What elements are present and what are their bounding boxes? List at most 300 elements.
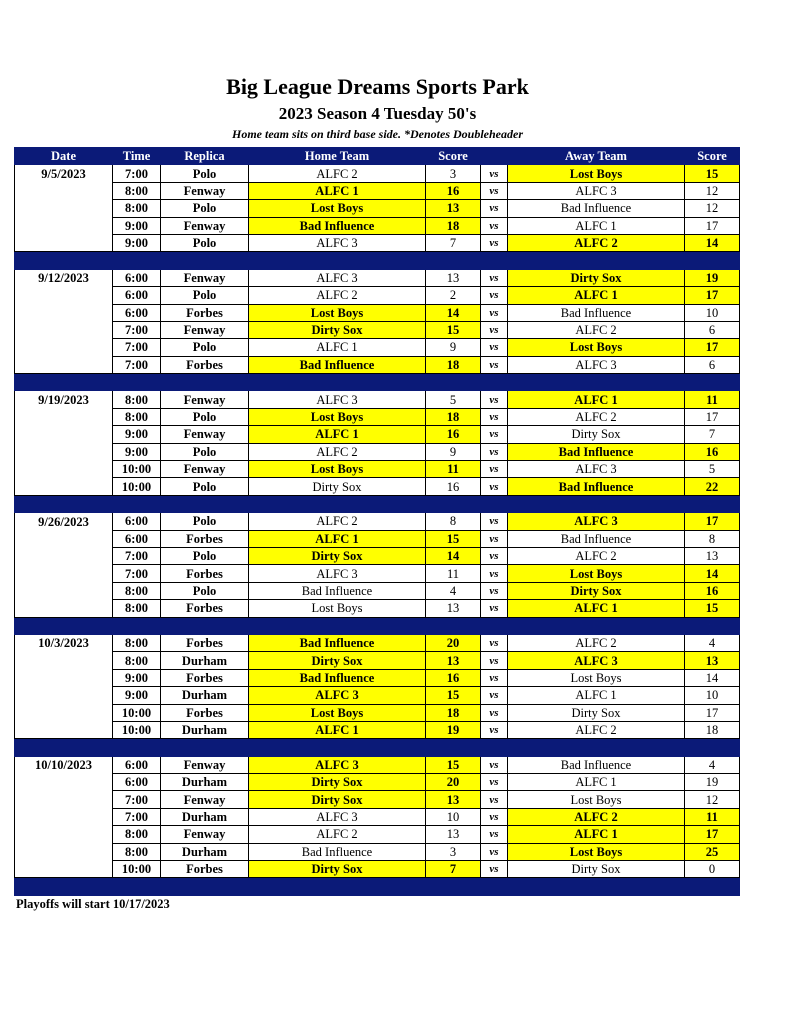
away-score-cell: 11 bbox=[685, 391, 740, 408]
separator-cell bbox=[161, 252, 249, 269]
replica-field-cell: Durham bbox=[161, 652, 249, 669]
home-score-cell: 13 bbox=[426, 200, 481, 217]
separator-cell bbox=[508, 739, 685, 756]
date-cell bbox=[15, 826, 113, 843]
time-cell: 6:00 bbox=[113, 774, 161, 791]
separator-cell bbox=[15, 739, 113, 756]
home-team-cell: ALFC 2 bbox=[249, 443, 426, 460]
vs-cell: vs bbox=[481, 791, 508, 808]
table-row bbox=[15, 687, 740, 704]
separator-cell bbox=[426, 495, 481, 512]
away-team-cell: ALFC 1 bbox=[508, 774, 685, 791]
header-replica: Replica bbox=[161, 148, 249, 165]
home-team-cell: Bad Influence bbox=[249, 582, 426, 599]
date-cell bbox=[15, 356, 113, 373]
table-row bbox=[15, 634, 740, 651]
vs-cell: vs bbox=[481, 234, 508, 251]
time-cell: 8:00 bbox=[113, 652, 161, 669]
time-cell: 8:00 bbox=[113, 634, 161, 651]
away-team-cell: Bad Influence bbox=[508, 478, 685, 495]
away-score-cell: 16 bbox=[685, 443, 740, 460]
away-score-cell: 12 bbox=[685, 200, 740, 217]
home-score-cell: 9 bbox=[426, 443, 481, 460]
home-team-cell: Lost Boys bbox=[249, 304, 426, 321]
header-away-team: Away Team bbox=[508, 148, 685, 165]
vs-cell: vs bbox=[481, 669, 508, 686]
home-team-cell: ALFC 1 bbox=[249, 339, 426, 356]
separator-cell bbox=[113, 739, 161, 756]
separator-cell bbox=[508, 617, 685, 634]
home-team-cell: ALFC 2 bbox=[249, 287, 426, 304]
time-cell: 8:00 bbox=[113, 408, 161, 425]
away-team-cell: Dirty Sox bbox=[508, 269, 685, 286]
away-team-cell: ALFC 3 bbox=[508, 182, 685, 199]
home-score-cell: 10 bbox=[426, 808, 481, 825]
replica-field-cell: Polo bbox=[161, 200, 249, 217]
away-score-cell: 17 bbox=[685, 513, 740, 530]
vs-cell: vs bbox=[481, 808, 508, 825]
header-time: Time bbox=[113, 148, 161, 165]
home-team-cell: Bad Influence bbox=[249, 356, 426, 373]
home-score-cell: 20 bbox=[426, 634, 481, 651]
date-cell bbox=[15, 339, 113, 356]
vs-cell: vs bbox=[481, 600, 508, 617]
home-score-cell: 13 bbox=[426, 652, 481, 669]
table-row bbox=[15, 478, 740, 495]
time-cell: 8:00 bbox=[113, 200, 161, 217]
header-home-score: Score bbox=[426, 148, 481, 165]
home-score-cell: 18 bbox=[426, 704, 481, 721]
time-cell: 8:00 bbox=[113, 600, 161, 617]
date-cell bbox=[15, 721, 113, 738]
away-score-cell: 19 bbox=[685, 269, 740, 286]
away-team-cell: Bad Influence bbox=[508, 530, 685, 547]
away-score-cell: 11 bbox=[685, 808, 740, 825]
away-score-cell: 17 bbox=[685, 339, 740, 356]
away-score-cell: 13 bbox=[685, 547, 740, 564]
home-team-cell: ALFC 2 bbox=[249, 826, 426, 843]
date-cell: 9/5/2023 bbox=[15, 165, 113, 182]
separator-cell bbox=[161, 374, 249, 391]
vs-cell: vs bbox=[481, 478, 508, 495]
time-cell: 8:00 bbox=[113, 843, 161, 860]
vs-cell: vs bbox=[481, 704, 508, 721]
away-score-cell: 18 bbox=[685, 721, 740, 738]
date-cell bbox=[15, 774, 113, 791]
away-score-cell: 8 bbox=[685, 530, 740, 547]
time-cell: 10:00 bbox=[113, 721, 161, 738]
separator-cell bbox=[15, 878, 113, 895]
home-team-cell: Bad Influence bbox=[249, 669, 426, 686]
replica-field-cell: Fenway bbox=[161, 182, 249, 199]
table-row bbox=[15, 547, 740, 564]
separator-cell bbox=[249, 739, 426, 756]
separator-cell bbox=[481, 495, 508, 512]
date-cell bbox=[15, 182, 113, 199]
away-score-cell: 6 bbox=[685, 356, 740, 373]
replica-field-cell: Fenway bbox=[161, 791, 249, 808]
date-cell bbox=[15, 652, 113, 669]
separator-cell bbox=[15, 617, 113, 634]
away-team-cell: Lost Boys bbox=[508, 843, 685, 860]
time-cell: 8:00 bbox=[113, 826, 161, 843]
table-row bbox=[15, 565, 740, 582]
vs-cell: vs bbox=[481, 687, 508, 704]
header-date: Date bbox=[15, 148, 113, 165]
separator-cell bbox=[249, 617, 426, 634]
away-score-cell: 17 bbox=[685, 704, 740, 721]
separator-cell bbox=[161, 878, 249, 895]
separator-cell bbox=[426, 878, 481, 895]
away-team-cell: Lost Boys bbox=[508, 565, 685, 582]
date-cell bbox=[15, 443, 113, 460]
away-score-cell: 17 bbox=[685, 217, 740, 234]
time-cell: 6:00 bbox=[113, 530, 161, 547]
date-cell: 9/19/2023 bbox=[15, 391, 113, 408]
table-row bbox=[15, 321, 740, 338]
table-row bbox=[15, 234, 740, 251]
week-separator-row bbox=[15, 878, 740, 895]
home-team-cell: Bad Influence bbox=[249, 634, 426, 651]
date-cell bbox=[15, 565, 113, 582]
date-cell: 10/10/2023 bbox=[15, 756, 113, 773]
separator-cell bbox=[249, 374, 426, 391]
away-team-cell: ALFC 2 bbox=[508, 408, 685, 425]
replica-field-cell: Fenway bbox=[161, 826, 249, 843]
home-score-cell: 5 bbox=[426, 391, 481, 408]
away-score-cell: 19 bbox=[685, 774, 740, 791]
replica-field-cell: Polo bbox=[161, 339, 249, 356]
vs-cell: vs bbox=[481, 426, 508, 443]
home-score-cell: 18 bbox=[426, 217, 481, 234]
home-team-cell: ALFC 3 bbox=[249, 565, 426, 582]
home-score-cell: 13 bbox=[426, 600, 481, 617]
away-team-cell: ALFC 2 bbox=[508, 634, 685, 651]
vs-cell: vs bbox=[481, 756, 508, 773]
time-cell: 9:00 bbox=[113, 687, 161, 704]
date-cell bbox=[15, 287, 113, 304]
date-cell bbox=[15, 669, 113, 686]
away-team-cell: ALFC 1 bbox=[508, 826, 685, 843]
replica-field-cell: Polo bbox=[161, 478, 249, 495]
home-team-cell: Lost Boys bbox=[249, 408, 426, 425]
home-score-cell: 2 bbox=[426, 287, 481, 304]
vs-cell: vs bbox=[481, 461, 508, 478]
table-row bbox=[15, 217, 740, 234]
table-header-row bbox=[15, 148, 740, 165]
away-score-cell: 4 bbox=[685, 634, 740, 651]
date-cell bbox=[15, 426, 113, 443]
away-team-cell: ALFC 3 bbox=[508, 652, 685, 669]
home-team-cell: Dirty Sox bbox=[249, 774, 426, 791]
away-team-cell: Bad Influence bbox=[508, 304, 685, 321]
away-team-cell: ALFC 1 bbox=[508, 391, 685, 408]
away-score-cell: 25 bbox=[685, 843, 740, 860]
replica-field-cell: Polo bbox=[161, 582, 249, 599]
table-row bbox=[15, 200, 740, 217]
away-score-cell: 15 bbox=[685, 165, 740, 182]
separator-cell bbox=[113, 374, 161, 391]
vs-cell: vs bbox=[481, 408, 508, 425]
home-score-cell: 16 bbox=[426, 478, 481, 495]
replica-field-cell: Polo bbox=[161, 287, 249, 304]
table-row bbox=[15, 721, 740, 738]
table-row bbox=[15, 426, 740, 443]
home-team-cell: Dirty Sox bbox=[249, 652, 426, 669]
separator-cell bbox=[15, 374, 113, 391]
replica-field-cell: Durham bbox=[161, 843, 249, 860]
separator-cell bbox=[15, 495, 113, 512]
home-team-cell: ALFC 3 bbox=[249, 687, 426, 704]
week-separator-row bbox=[15, 617, 740, 634]
replica-field-cell: Forbes bbox=[161, 669, 249, 686]
home-team-cell: Lost Boys bbox=[249, 704, 426, 721]
page-subtitle: 2023 Season 4 Tuesday 50's bbox=[278, 104, 477, 123]
time-cell: 7:00 bbox=[113, 165, 161, 182]
date-cell bbox=[15, 478, 113, 495]
table-row bbox=[15, 861, 740, 878]
separator-cell bbox=[113, 495, 161, 512]
date-cell bbox=[15, 861, 113, 878]
replica-field-cell: Forbes bbox=[161, 600, 249, 617]
vs-cell: vs bbox=[481, 513, 508, 530]
home-score-cell: 13 bbox=[426, 826, 481, 843]
replica-field-cell: Polo bbox=[161, 443, 249, 460]
table-row bbox=[15, 287, 740, 304]
replica-field-cell: Forbes bbox=[161, 565, 249, 582]
table-row bbox=[15, 443, 740, 460]
time-cell: 7:00 bbox=[113, 565, 161, 582]
week-separator-row bbox=[15, 495, 740, 512]
separator-cell bbox=[426, 374, 481, 391]
time-cell: 10:00 bbox=[113, 704, 161, 721]
home-score-cell: 15 bbox=[426, 687, 481, 704]
replica-field-cell: Durham bbox=[161, 774, 249, 791]
away-score-cell: 14 bbox=[685, 234, 740, 251]
home-team-cell: Dirty Sox bbox=[249, 547, 426, 564]
date-cell bbox=[15, 547, 113, 564]
vs-cell: vs bbox=[481, 652, 508, 669]
vs-cell: vs bbox=[481, 547, 508, 564]
home-team-cell: ALFC 3 bbox=[249, 391, 426, 408]
home-team-cell: ALFC 1 bbox=[249, 182, 426, 199]
header-home-team: Home Team bbox=[249, 148, 426, 165]
home-team-cell: Dirty Sox bbox=[249, 861, 426, 878]
away-score-cell: 14 bbox=[685, 565, 740, 582]
header-vs bbox=[481, 148, 508, 165]
away-team-cell: Lost Boys bbox=[508, 791, 685, 808]
away-team-cell: ALFC 1 bbox=[508, 287, 685, 304]
replica-field-cell: Fenway bbox=[161, 269, 249, 286]
away-score-cell: 15 bbox=[685, 600, 740, 617]
replica-field-cell: Polo bbox=[161, 547, 249, 564]
home-score-cell: 4 bbox=[426, 582, 481, 599]
away-team-cell: ALFC 2 bbox=[508, 721, 685, 738]
week-separator-row bbox=[15, 739, 740, 756]
page-title: Big League Dreams Sports Park bbox=[226, 74, 529, 99]
home-team-cell: ALFC 3 bbox=[249, 808, 426, 825]
time-cell: 7:00 bbox=[113, 321, 161, 338]
vs-cell: vs bbox=[481, 582, 508, 599]
separator-cell bbox=[685, 739, 740, 756]
home-score-cell: 14 bbox=[426, 547, 481, 564]
away-score-cell: 14 bbox=[685, 669, 740, 686]
time-cell: 9:00 bbox=[113, 234, 161, 251]
time-cell: 10:00 bbox=[113, 861, 161, 878]
schedule-body bbox=[15, 165, 740, 895]
replica-field-cell: Fenway bbox=[161, 217, 249, 234]
away-score-cell: 17 bbox=[685, 408, 740, 425]
separator-cell bbox=[161, 495, 249, 512]
away-team-cell: Lost Boys bbox=[508, 339, 685, 356]
separator-cell bbox=[685, 495, 740, 512]
replica-field-cell: Durham bbox=[161, 721, 249, 738]
page-note: Home team sits on third base side. *Denotes Doubleheader bbox=[232, 127, 523, 141]
replica-field-cell: Durham bbox=[161, 687, 249, 704]
home-score-cell: 3 bbox=[426, 165, 481, 182]
replica-field-cell: Fenway bbox=[161, 461, 249, 478]
footer-note: Playoffs will start 10/17/2023 bbox=[16, 897, 170, 911]
home-score-cell: 16 bbox=[426, 426, 481, 443]
table-row bbox=[15, 669, 740, 686]
vs-cell: vs bbox=[481, 634, 508, 651]
table-row bbox=[15, 582, 740, 599]
home-team-cell: Lost Boys bbox=[249, 461, 426, 478]
separator-cell bbox=[161, 617, 249, 634]
home-team-cell: ALFC 3 bbox=[249, 234, 426, 251]
table-row bbox=[15, 269, 740, 286]
schedule-table bbox=[14, 147, 740, 896]
time-cell: 10:00 bbox=[113, 478, 161, 495]
away-score-cell: 22 bbox=[685, 478, 740, 495]
separator-cell bbox=[508, 878, 685, 895]
vs-cell: vs bbox=[481, 182, 508, 199]
home-team-cell: ALFC 1 bbox=[249, 530, 426, 547]
replica-field-cell: Fenway bbox=[161, 426, 249, 443]
home-score-cell: 15 bbox=[426, 321, 481, 338]
replica-field-cell: Forbes bbox=[161, 704, 249, 721]
week-separator-row bbox=[15, 252, 740, 269]
away-score-cell: 7 bbox=[685, 426, 740, 443]
away-score-cell: 12 bbox=[685, 791, 740, 808]
vs-cell: vs bbox=[481, 287, 508, 304]
home-team-cell: Dirty Sox bbox=[249, 791, 426, 808]
time-cell: 6:00 bbox=[113, 756, 161, 773]
vs-cell: vs bbox=[481, 391, 508, 408]
home-score-cell: 20 bbox=[426, 774, 481, 791]
replica-field-cell: Fenway bbox=[161, 756, 249, 773]
separator-cell bbox=[113, 878, 161, 895]
home-team-cell: ALFC 2 bbox=[249, 165, 426, 182]
away-team-cell: Bad Influence bbox=[508, 756, 685, 773]
home-team-cell: ALFC 1 bbox=[249, 426, 426, 443]
replica-field-cell: Forbes bbox=[161, 634, 249, 651]
home-score-cell: 14 bbox=[426, 304, 481, 321]
date-cell bbox=[15, 600, 113, 617]
home-team-cell: Bad Influence bbox=[249, 843, 426, 860]
separator-cell bbox=[508, 252, 685, 269]
replica-field-cell: Durham bbox=[161, 808, 249, 825]
home-score-cell: 13 bbox=[426, 791, 481, 808]
separator-cell bbox=[249, 252, 426, 269]
time-cell: 9:00 bbox=[113, 669, 161, 686]
table-row bbox=[15, 391, 740, 408]
date-cell bbox=[15, 808, 113, 825]
home-score-cell: 15 bbox=[426, 530, 481, 547]
table-row bbox=[15, 408, 740, 425]
table-row bbox=[15, 461, 740, 478]
home-team-cell: Lost Boys bbox=[249, 200, 426, 217]
time-cell: 7:00 bbox=[113, 808, 161, 825]
vs-cell: vs bbox=[481, 217, 508, 234]
separator-cell bbox=[508, 495, 685, 512]
separator-cell bbox=[249, 495, 426, 512]
home-score-cell: 15 bbox=[426, 756, 481, 773]
table-row bbox=[15, 304, 740, 321]
away-team-cell: Lost Boys bbox=[508, 669, 685, 686]
away-score-cell: 13 bbox=[685, 652, 740, 669]
away-team-cell: ALFC 2 bbox=[508, 321, 685, 338]
away-team-cell: Lost Boys bbox=[508, 165, 685, 182]
table-row bbox=[15, 843, 740, 860]
separator-cell bbox=[481, 252, 508, 269]
date-cell: 10/3/2023 bbox=[15, 634, 113, 651]
date-cell bbox=[15, 704, 113, 721]
table-row bbox=[15, 513, 740, 530]
home-score-cell: 18 bbox=[426, 408, 481, 425]
date-cell: 9/12/2023 bbox=[15, 269, 113, 286]
replica-field-cell: Polo bbox=[161, 234, 249, 251]
date-cell bbox=[15, 530, 113, 547]
time-cell: 6:00 bbox=[113, 287, 161, 304]
separator-cell bbox=[481, 878, 508, 895]
separator-cell bbox=[685, 617, 740, 634]
time-cell: 7:00 bbox=[113, 547, 161, 564]
replica-field-cell: Forbes bbox=[161, 304, 249, 321]
table-row bbox=[15, 808, 740, 825]
away-team-cell: Bad Influence bbox=[508, 443, 685, 460]
separator-cell bbox=[685, 878, 740, 895]
away-score-cell: 5 bbox=[685, 461, 740, 478]
home-score-cell: 7 bbox=[426, 861, 481, 878]
home-score-cell: 3 bbox=[426, 843, 481, 860]
away-team-cell: ALFC 2 bbox=[508, 234, 685, 251]
home-team-cell: ALFC 3 bbox=[249, 269, 426, 286]
table-row bbox=[15, 774, 740, 791]
time-cell: 6:00 bbox=[113, 269, 161, 286]
date-cell: 9/26/2023 bbox=[15, 513, 113, 530]
away-team-cell: ALFC 2 bbox=[508, 547, 685, 564]
replica-field-cell: Polo bbox=[161, 513, 249, 530]
table-row bbox=[15, 165, 740, 182]
away-team-cell: ALFC 3 bbox=[508, 461, 685, 478]
home-score-cell: 13 bbox=[426, 269, 481, 286]
time-cell: 6:00 bbox=[113, 513, 161, 530]
vs-cell: vs bbox=[481, 269, 508, 286]
table-row bbox=[15, 791, 740, 808]
date-cell bbox=[15, 461, 113, 478]
table-row bbox=[15, 339, 740, 356]
separator-cell bbox=[426, 252, 481, 269]
date-cell bbox=[15, 408, 113, 425]
separator-cell bbox=[113, 617, 161, 634]
home-score-cell: 11 bbox=[426, 461, 481, 478]
vs-cell: vs bbox=[481, 356, 508, 373]
home-score-cell: 16 bbox=[426, 669, 481, 686]
table-row bbox=[15, 182, 740, 199]
separator-cell bbox=[481, 739, 508, 756]
replica-field-cell: Fenway bbox=[161, 321, 249, 338]
